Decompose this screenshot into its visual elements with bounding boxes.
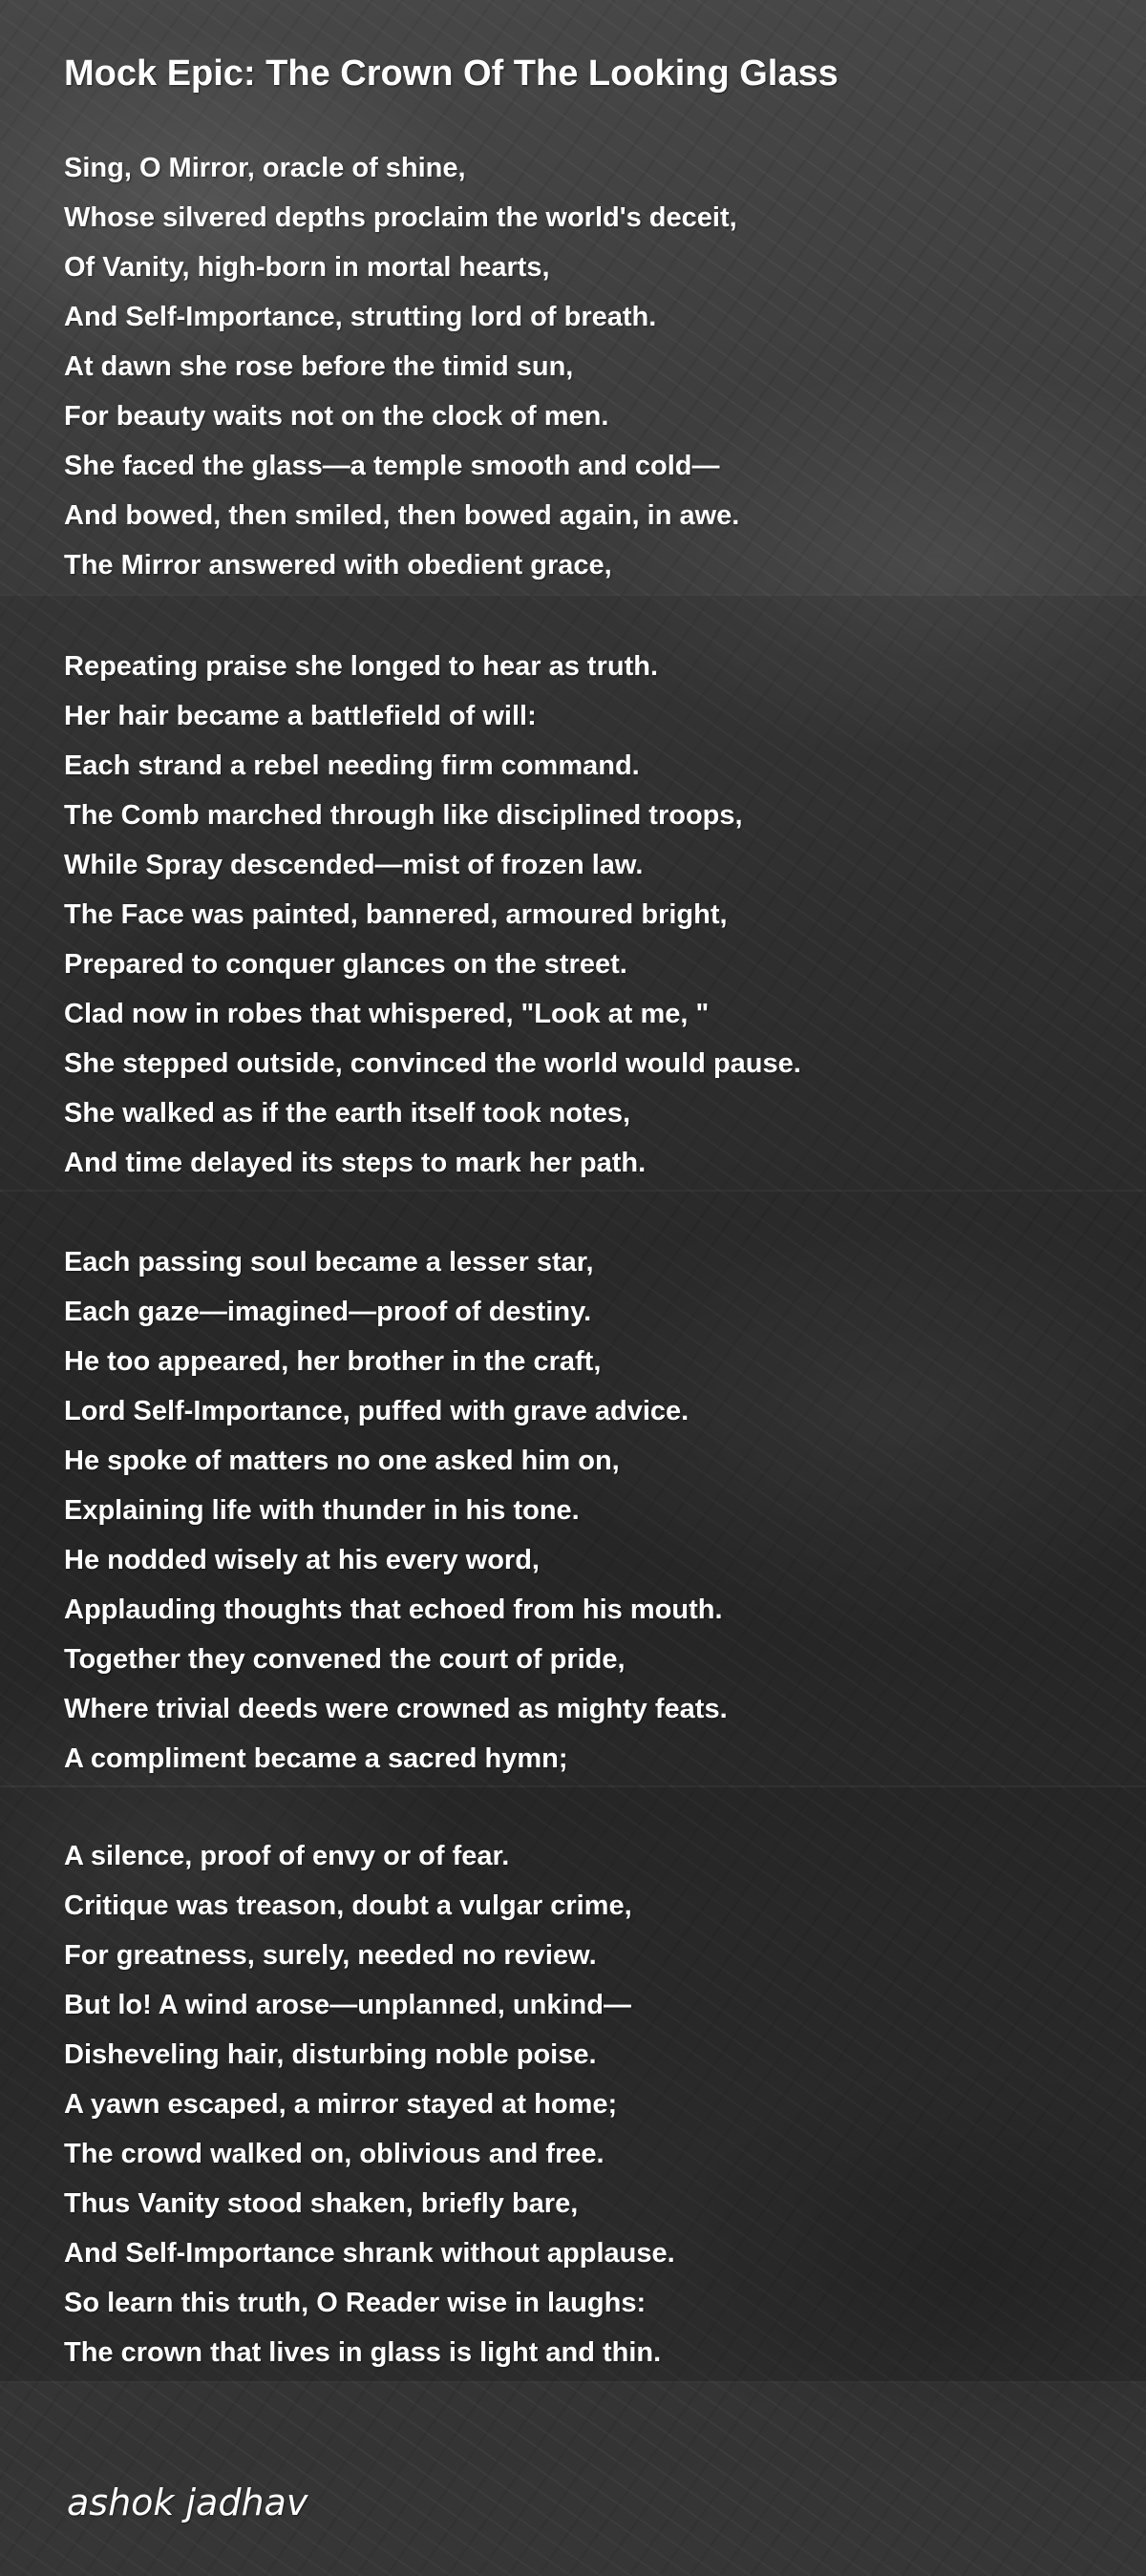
stanza-3 — [64, 1237, 1114, 1784]
poem-line: Clad now in robes that whispered, "Look at me, " — [64, 999, 710, 1029]
poem-line: And time delayed its steps to mark her path. — [64, 1148, 647, 1178]
poem-line: So learn this truth, O Reader wise in laughs: — [64, 2288, 647, 2318]
poem-line: Lord Self-Importance, puffed with grave advice. — [64, 1396, 690, 1426]
poem-line: Whose silvered depths proclaim the world's deceit, — [64, 202, 737, 233]
poem-line: For beauty waits not on the clock of men. — [64, 401, 609, 432]
poem-line: The Comb marched through like disciplined troops, — [64, 800, 743, 831]
poem-title: Mock Epic: The Crown Of The Looking Glass — [64, 53, 838, 94]
poem-line: A yawn escaped, a mirror stayed at home; — [64, 2089, 618, 2120]
poem-line: The crown that lives in glass is light and thin. — [64, 2337, 662, 2368]
poem-line: The crowd walked on, oblivious and free. — [64, 2139, 605, 2169]
poem-line: A compliment became a sacred hymn; — [64, 1743, 568, 1774]
poem-line: Where trivial deeds were crowned as mighty feats. — [64, 1694, 728, 1724]
poem-line: She faced the glass—a temple smooth and cold— — [64, 451, 720, 481]
poem-line: Critique was treason, doubt a vulgar crime, — [64, 1890, 632, 1921]
poem-line: Repeating praise she longed to hear as truth. — [64, 651, 659, 682]
poem-line: Each passing soul became a lesser star, — [64, 1247, 594, 1277]
stanza-4 — [64, 1831, 1114, 2377]
poem-line: She stepped outside, convinced the world would pause. — [64, 1048, 801, 1079]
poem-line: And Self-Importance, strutting lord of breath. — [64, 302, 657, 332]
poem-line: Applauding thoughts that echoed from his mouth. — [64, 1594, 723, 1625]
poem-line: And bowed, then smiled, then bowed again, in awe. — [64, 500, 740, 531]
poem-line: Explaining life with thunder in his tone. — [64, 1495, 580, 1526]
poem-line: Each strand a rebel needing firm command. — [64, 750, 640, 781]
poem-line: Prepared to conquer glances on the street. — [64, 949, 627, 980]
poem-line: For greatness, surely, needed no review. — [64, 1940, 597, 1971]
poem-line: Sing, O Mirror, oracle of shine, — [64, 153, 466, 183]
poem-line: Together they convened the court of pride, — [64, 1644, 626, 1675]
poem-line: Of Vanity, high-born in mortal hearts, — [64, 252, 550, 283]
poem-line: She walked as if the earth itself took notes, — [64, 1098, 631, 1129]
poem-line: And Self-Importance shrank without applause. — [64, 2238, 675, 2269]
poem-line: Thus Vanity stood shaken, briefly bare, — [64, 2188, 579, 2219]
author-signature: ashok jadhav — [67, 2481, 308, 2523]
poem-line: A silence, proof of envy or of fear. — [64, 1841, 510, 1871]
poem-line: The Face was painted, bannered, armoured bright, — [64, 899, 728, 930]
poem-line: He spoke of matters no one asked him on, — [64, 1446, 620, 1476]
poem-line: While Spray descended—mist of frozen law. — [64, 850, 644, 880]
stanza-1 — [64, 143, 1114, 590]
poem-line: Disheveling hair, disturbing noble poise. — [64, 2039, 597, 2070]
poem-line: Each gaze—imagined—proof of destiny. — [64, 1297, 592, 1327]
poem-line: But lo! A wind arose—unplanned, unkind— — [64, 1990, 631, 2020]
poem-line: He too appeared, her brother in the craft, — [64, 1346, 602, 1377]
poem-line: He nodded wisely at his every word, — [64, 1545, 540, 1575]
poem-line: Her hair became a battlefield of will: — [64, 701, 537, 731]
poem-line: The Mirror answered with obedient grace, — [64, 550, 612, 581]
poem-line: At dawn she rose before the timid sun, — [64, 351, 574, 382]
stanza-2 — [64, 642, 1114, 1188]
